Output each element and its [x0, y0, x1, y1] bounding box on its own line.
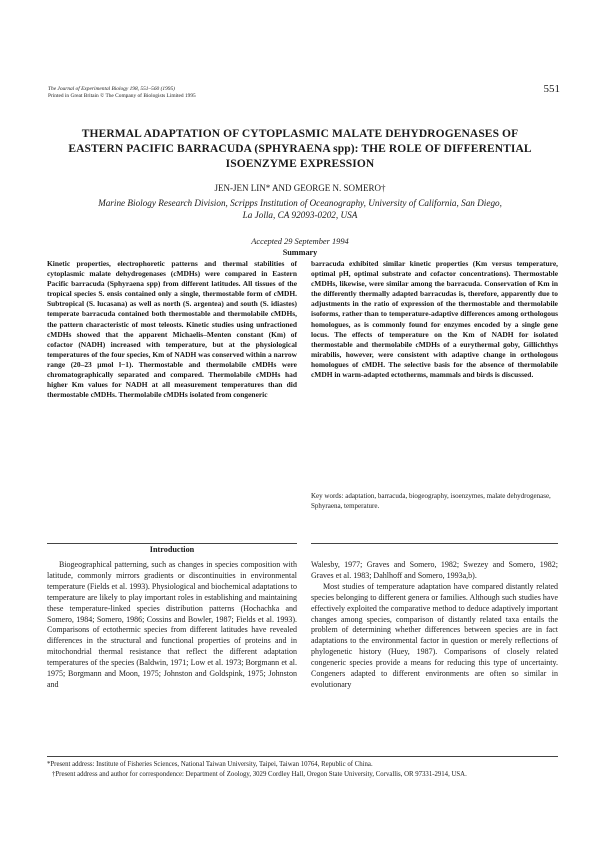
affiliation — [40, 197, 560, 221]
journal-citation: The Journal of Experimental Biology 198, 551–560 (1995) — [48, 86, 175, 92]
introduction-paragraph-1-continued: Walesby, 1977; Graves and Somero, 1982; Swezey and Somero, 1982; Graves et al. 1983; Dahlhoff and Somero, 1993a,b). — [311, 560, 558, 580]
summary-right-column — [311, 259, 558, 380]
introduction-right-column — [311, 560, 558, 691]
affiliation-line-2: La Jolla, CA 92093-0202, USA — [242, 210, 358, 220]
summary-left-column — [47, 259, 297, 400]
journal-copyright: Printed in Great Britain © The Company of Biologists Limited 1995 — [48, 93, 196, 99]
title-line-1: THERMAL ADAPTATION OF CYTOPLASMIC MALATE DEHYDROGENASES OF — [81, 128, 519, 140]
section-divider-left — [47, 543, 297, 544]
title-line-2: EASTERN PACIFIC BARRACUDA (SPHYRAENA spp): THE ROLE OF DIFFERENTIAL — [68, 143, 532, 155]
footnote-1: *Present address: Institute of Fisheries Sciences, National Taiwan University, Taipei, Taiwan 10764, Republic of China. — [47, 761, 373, 768]
introduction-paragraph-1: Biogeographical patterning, such as changes in species composition with latitude, commonly mirrors gradients or discontinuities in environmental temperature (Fields et al. 1993). Physiological and biochemical adaptations to temperature are likely to play important roles in establishing and maintaining these temperature-linked species distribution patterns (Hochachka and Somero, 1984; Somero, 1986; Cossins and Bowler, 1987; Fields et al. 1993). Comparisons of ectothermic species from different latitudes have revealed differences in the structural and functional properties of proteins and in mitochondrial thermal resistance that reflect the different adaptation temperatures of the species (Baldwin, 1971; Low et al. 1973; Borgmann et al. 1975; Borgmann and Moon, 1975; Johnston and Goldspink, 1975; Johnston and — [47, 560, 297, 689]
journal-header — [48, 86, 378, 100]
summary-paragraph-left: Kinetic properties, electrophoretic patterns and thermal stabilities of cytoplasmic malate dehydrogenases (cMDHs) were compared in Eastern Pacific barracuda (Sphyraena spp) from different latitudes. All tissues of the tropical species S. ensis contained only a single, thermostable form of cMDH. Subtropical (S. lucasana) as well as north (S. argentea) and south (S. idiastes) temperate barracuda contained both thermostable and thermolabile cMDHs, the pattern characteristic of most teleosts. Kinetic studies using unfractioned cMDHs showed that the apparent Michaelis–Menten constant (Km) of cofactor (NADH) increased with temperature, but at the physiological temperatures of the four species, Km of NADH was conserved within a narrow range (20–23 μmol l−1). Thermostable and thermolabile cMDHs were chromatographically separated and compared. Thermolabile cMDHs had higher Km values for NADH at all measurement temperatures than did thermostable cMDHs. Thermolabile cMDHs isolated from congeneric — [47, 259, 297, 400]
page-number: 551 — [543, 83, 560, 95]
section-divider-right — [311, 543, 558, 544]
article-title — [40, 127, 560, 172]
summary-paragraph-right: barracuda exhibited similar kinetic properties (Km versus temperature, optimal pH, optimal substrate and cofactor concentrations). Thermostable cMDHs, likewise, were similar among the barracuda. Conservation of Km in the differently thermally adapted barracudas is, therefore, apparently due to adjustments in the ratio of expression of the thermostable and thermolabile isoforms, rather than to temperature-adaptive differences among orthologous homologues, as is commonly found for enzymes encoded by a single gene locus. The effects of temperature on the Km of NADH for isolated thermostable and thermolabile cMDHs of a eurythermal goby, Gillichthys mirabilis, however, were consistent with adaptive change in orthologous homologues of cMDH. The selective basis for the absence of thermolabile cMDH in warm-adapted ectotherms, mammals and birds is discussed. — [311, 259, 558, 380]
introduction-left-column — [47, 560, 297, 691]
author-list: JEN-JEN LIN* AND GEORGE N. SOMERO† — [214, 183, 386, 193]
title-line-3: ISOENZYME EXPRESSION — [225, 158, 375, 170]
footnote-divider — [47, 756, 558, 757]
footnotes — [47, 760, 558, 779]
introduction-heading: Introduction — [149, 545, 195, 554]
affiliation-line-1: Marine Biology Research Division, Scripps Institution of Oceanography, University of California, San Diego, — [98, 198, 502, 208]
footnote-2: †Present address and author for correspondence: Department of Zoology, 3029 Cordley Hall, Oregon State University, Corvallis, OR 97331-2914, USA. — [52, 770, 467, 778]
summary-heading: Summary — [282, 248, 318, 257]
keywords: Key words: adaptation, barracuda, biogeography, isoenzymes, malate dehydrogenase, Sphyraena, temperature. — [311, 492, 551, 510]
accepted-date: Accepted 29 September 1994 — [251, 237, 349, 246]
introduction-paragraph-2: Most studies of temperature adaptation have compared distantly related species belonging to different genera or families. Although such studies have effectively exploited the comparative method to deduce adaptively important changes among species, comparison of distantly related taxa entails the problem of determining whether differences between species are in fact adaptations to the environmental factor in question or merely reflections of phylogenetic history (Huey, 1987). Comparisons of closely related congeneric species provide a means for reducing this type of uncertainty. Congeners adapted to different environments are often so similar in evolutionary — [311, 581, 558, 689]
